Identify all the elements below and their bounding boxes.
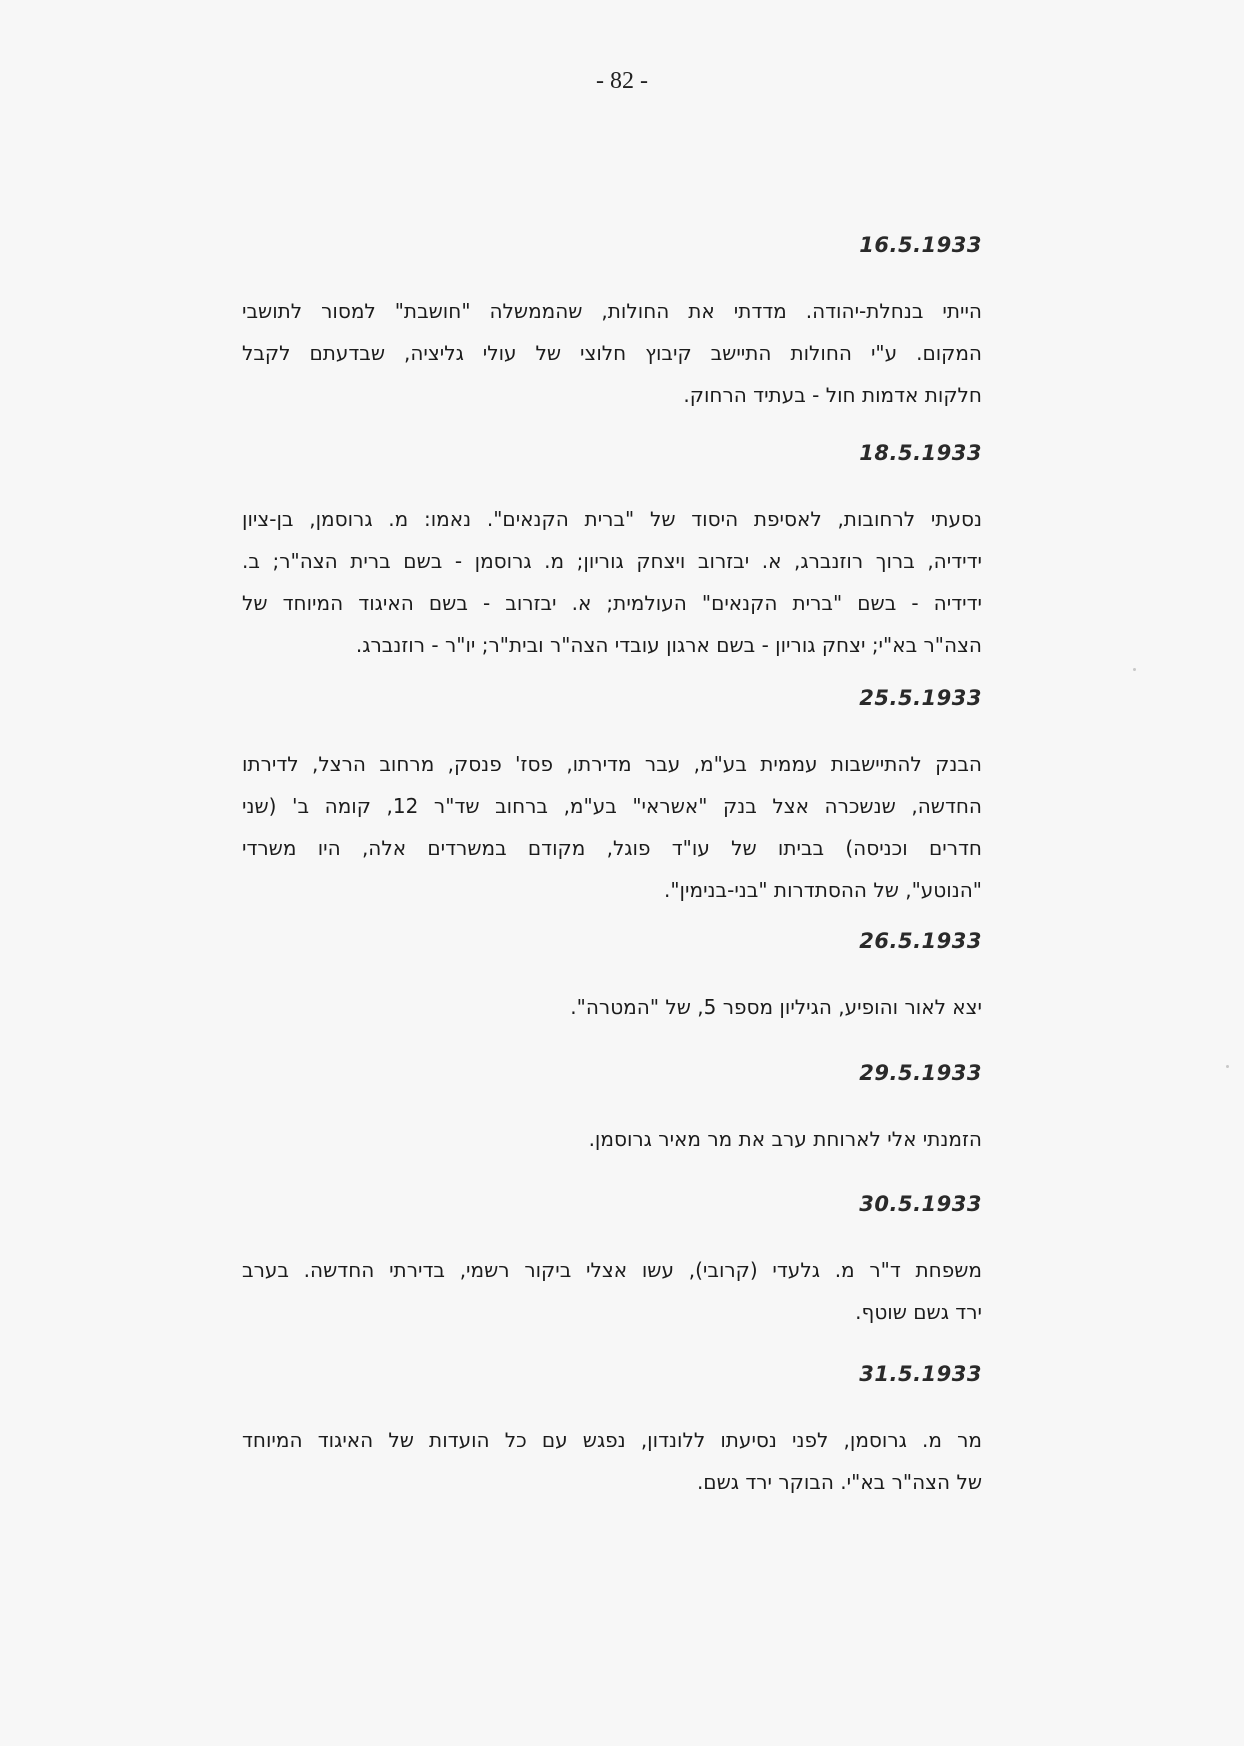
- entry-text: [242, 498, 982, 666]
- entry-line: ירד גשם שוטף.: [855, 1300, 982, 1324]
- entry-date: 25.5.1933: [859, 686, 982, 710]
- entry-line: הבנק להתיישבות עממית בע"מ, עבר מדירתו, פסז' פנסק, מרחוב הרצל, לדירתו: [242, 752, 982, 776]
- entry-date: 26.5.1933: [859, 929, 982, 953]
- entry-text: [242, 743, 982, 911]
- entry-line: מר מ. גרוסמן, לפני נסיעתו ללונדון, נפגש עם כל הועדות של האיגוד המיוחד: [242, 1428, 982, 1452]
- entry-text: [242, 290, 982, 416]
- entry-text: [242, 986, 982, 1028]
- entry-text: [242, 1249, 982, 1333]
- entry-line: משפחת ד"ר מ. גלעדי (קרובי), עשו אצלי ביקור רשמי, בדירתי החדשה. בערב: [242, 1258, 982, 1282]
- entry-line: ידידיה, ברוך רוזנברג, א. יבזרוב ויצחק גוריון; מ. גרוסמן - בשם ברית הצה"ר; ב.: [242, 549, 982, 573]
- entry-date: 29.5.1933: [859, 1061, 982, 1085]
- entry-date: 18.5.1933: [859, 441, 982, 465]
- entry-line: החדשה, שנשכרה אצל בנק "אשראי" בע"מ, ברחוב שד"ר 12, קומה ב' (שני: [242, 794, 983, 818]
- page-number: - 82 -: [596, 68, 648, 94]
- entry-date: 31.5.1933: [859, 1362, 982, 1386]
- entry-line: יצא לאור והופיע, הגיליון מספר 5, של "המטרה".: [570, 995, 982, 1019]
- entry-line: הצה"ר בא"י; יצחק גוריון - בשם ארגון עובדי הצה"ר ובית"ר; יו"ר - רוזנברג.: [355, 633, 982, 657]
- scan-speck: [1226, 1065, 1229, 1068]
- entry-line: נסעתי לרחובות, לאסיפת היסוד של "ברית הקנאים". נאמו: מ. גרוסמן, בן-ציון: [242, 507, 982, 531]
- entry-line: חלקות אדמות חול - בעתיד הרחוק.: [683, 383, 982, 407]
- entry-line: ידידיה - בשם "ברית הקנאים" העולמית; א. יבזרוב - בשם האיגוד המיוחד של: [242, 591, 982, 615]
- entry-text: [242, 1419, 982, 1503]
- entry-line: חדרים וכניסה) בביתו של עו"ד פוגל, מקודם במשרדים אלה, היו משרדי: [242, 836, 982, 860]
- entry-line: של הצה"ר בא"י. הבוקר ירד גשם.: [696, 1470, 982, 1494]
- entry-date: 30.5.1933: [859, 1192, 982, 1216]
- entry-line: הייתי בנחלת-יהודה. מדדתי את החולות, שהממשלה "חושבת" למסור לתושבי: [242, 299, 982, 323]
- entry-line: הזמנתי אלי לארוחת ערב את מר מאיר גרוסמן.: [588, 1127, 982, 1151]
- entry-date: 16.5.1933: [859, 233, 982, 257]
- scan-speck: [1133, 668, 1136, 671]
- entry-text: [242, 1118, 982, 1160]
- entry-line: "הנוטע", של ההסתדרות "בני-בנימין".: [664, 878, 982, 902]
- entry-line: המקום. ע"י החולות התיישב קיבוץ חלוצי של עולי גליציה, שבדעתם לקבל: [242, 341, 982, 365]
